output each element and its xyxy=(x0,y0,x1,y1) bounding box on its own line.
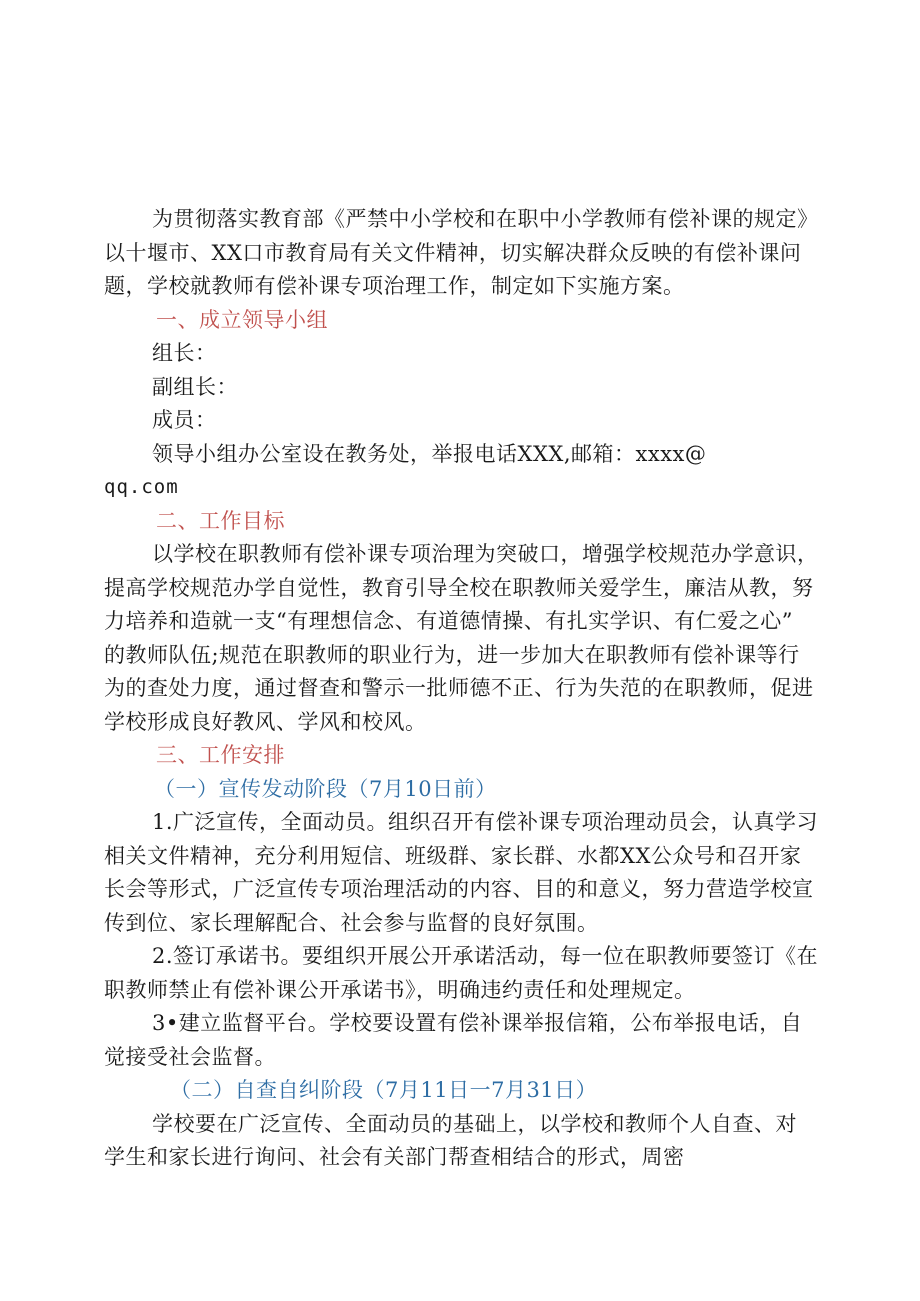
section-heading-goals: 二、工作目标 xyxy=(156,508,285,533)
intro-line-2: 以十堰市、XX口市教育局有关文件精神，切实解决群众反映的有偿补课问 xyxy=(104,240,802,265)
item3-line-2: 觉接受社会监督。 xyxy=(104,1044,276,1069)
goal-line-5: 为的查处力度，通过督查和警示一批师德不正、行为失范的在职教师，促进 xyxy=(104,676,814,700)
goal-line-1: 以学校在职教师有偿补课专项治理为突破口，增强学校规范办学意识， xyxy=(152,542,819,566)
vice-leader-line: 副组长： xyxy=(152,374,238,399)
document-body xyxy=(104,203,864,1175)
intro-line-3: 题，学校就教师有偿补课专项治理工作，制定如下实施方案。 xyxy=(104,274,685,298)
sub-heading-publicity: （一）宣传发动阶段（7月10日前） xyxy=(154,776,497,801)
goal-line-3: 力培养和造就一支“有理想信念、有道德情操、有扎实学识、有仁爱之心” xyxy=(104,609,793,633)
goal-line-6: 学校形成良好教风、学风和校风。 xyxy=(104,709,427,734)
sub-heading-self-check: （二）自查自纠阶段（7月11日一7月31日） xyxy=(170,1078,598,1102)
item2-line-2: 职教师禁止有偿补课公开承诺书》，明确违约责任和处理规定。 xyxy=(104,977,696,1002)
office-line-2: qq.com xyxy=(104,476,179,498)
item1-line-1: 1.广泛宣传，全面动员。组织召开有偿补课专项治理动员会，认真学习 xyxy=(152,810,819,834)
office-line-1: 领导小组办公室设在教务处，举报电话XXX,邮箱：xxxx@ xyxy=(152,441,707,466)
selfcheck-line-2: 学生和家长进行询问、社会有关部门帮查相结合的形式，周密 xyxy=(104,1145,685,1169)
section-heading-arrangement: 三、工作安排 xyxy=(156,743,285,767)
selfcheck-line-1: 学校要在广泛宣传、全面动员的基础上，以学校和教师个人自查、对 xyxy=(152,1111,797,1136)
item1-line-4: 传到位、家长理解配合、社会参与监督的良好氛围。 xyxy=(104,910,599,935)
goal-line-4: 的教师队伍;规范在职教师的职业行为，进一步加大在职教师有偿补课等行 xyxy=(104,642,800,667)
goal-line-2: 提高学校规范办学自觉性，教育引导全校在职教师关爱学生，廉洁从教，努 xyxy=(104,575,814,600)
intro-line-1: 为贯彻落实教育部《严禁中小学校和在职中小学教师有偿补课的规定》 xyxy=(152,207,819,231)
members-line: 成员： xyxy=(152,408,217,432)
item2-line-1: 2.签订承诺书。要组织开展公开承诺活动，每一位在职教师要签订《在 xyxy=(152,944,819,968)
item1-line-3: 长会等形式，广泛宣传专项治理活动的内容、目的和意义，努力营造学校宣 xyxy=(104,877,814,901)
section-heading-leadership: 一、成立领导小组 xyxy=(156,307,328,332)
item1-line-2: 相关文件精神，充分利用短信、班级群、家长群、水都XX公众号和召开家 xyxy=(104,843,802,868)
leader-line: 组长： xyxy=(152,341,217,365)
item3-line-1: 3•建立监督平台。学校要设置有偿补课举报信箱，公布举报电话，自 xyxy=(152,1011,803,1035)
